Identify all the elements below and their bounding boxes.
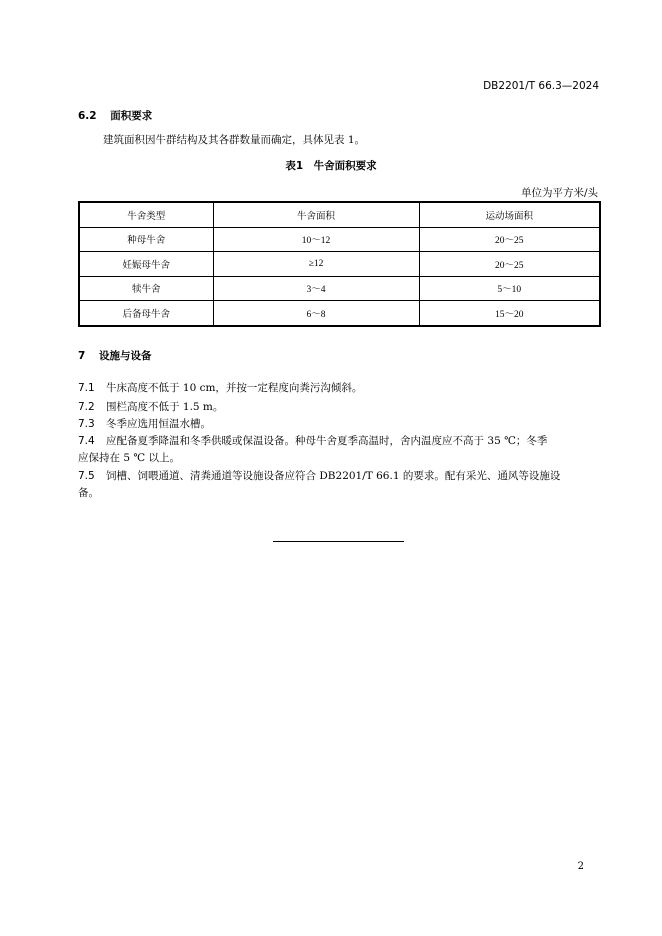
table-row [79,227,600,252]
clause-text: 围栏高度不低于 1.5 m。 [106,401,224,413]
table-cell: 犊牛舍 [79,276,213,301]
clause [78,416,211,433]
clause-text: 饲槽、饲喂通道、清粪通道等设施设备应符合 DB2201/T 66.1 的要求。配有采光、通风等设施设 [106,470,561,482]
clause-continuation: 备。 [78,487,99,499]
column-header: 运动场面积 [419,202,600,227]
table-row [79,276,600,301]
table-unit-note: 单位为平方米/头 [520,187,598,199]
clause [78,433,547,450]
clause [78,380,362,397]
page-number: 2 [577,861,584,872]
clause [78,468,560,485]
section-number: 6.2 [78,110,97,122]
section-title: 设施与设备 [98,350,152,362]
section-title: 面积要求 [110,110,153,122]
table-cell: 种母牛舍 [79,227,213,252]
table-cell: 20～25 [419,252,600,277]
table-cell: 妊娠母牛舍 [79,252,213,277]
table-cell: 15～20 [419,301,600,326]
clause [78,399,223,416]
section-heading [78,108,152,123]
clause-text: 冬季应选用恒温水槽。 [106,418,212,430]
area-table [78,201,601,327]
section-heading [78,348,151,363]
table-header-row [79,202,600,227]
section-number: 7 [78,350,86,362]
end-rule [273,541,404,542]
table-cell: 20～25 [419,227,600,252]
clause-number: 7.1 [78,382,95,394]
column-header: 牛舍类型 [79,202,213,227]
table-cell: 后备母牛舍 [79,301,213,326]
clause-number: 7.4 [78,435,95,447]
table-caption: 表1 牛舍面积要求 [285,160,377,172]
clause-number: 7.5 [78,470,95,482]
column-header: 牛舍面积 [213,202,419,227]
table-cell: ≥12 [213,252,419,277]
table-cell: 3～4 [213,276,419,301]
paragraph: 建筑面积因牛群结构及其各群数量而确定，具体见表 1。 [103,134,366,146]
document-code: DB2201/T 66.3—2024 [483,80,599,92]
clause-continuation: 应保持在 5 ℃ 以上。 [78,452,180,464]
clause-text: 应配备夏季降温和冬季供暖或保温设备。种母牛舍夏季高温时，舍内温度应不高于 35 ℃；冬季 [106,435,548,447]
table-cell: 5～10 [419,276,600,301]
clause-number: 7.2 [78,401,95,413]
clause-text: 牛床高度不低于 10 cm，并按一定程度向粪污沟倾斜。 [106,382,363,394]
table-row [79,252,600,277]
table-row [79,301,600,326]
table-cell: 10～12 [213,227,419,252]
table-cell: 6～8 [213,301,419,326]
clause-number: 7.3 [78,418,95,430]
